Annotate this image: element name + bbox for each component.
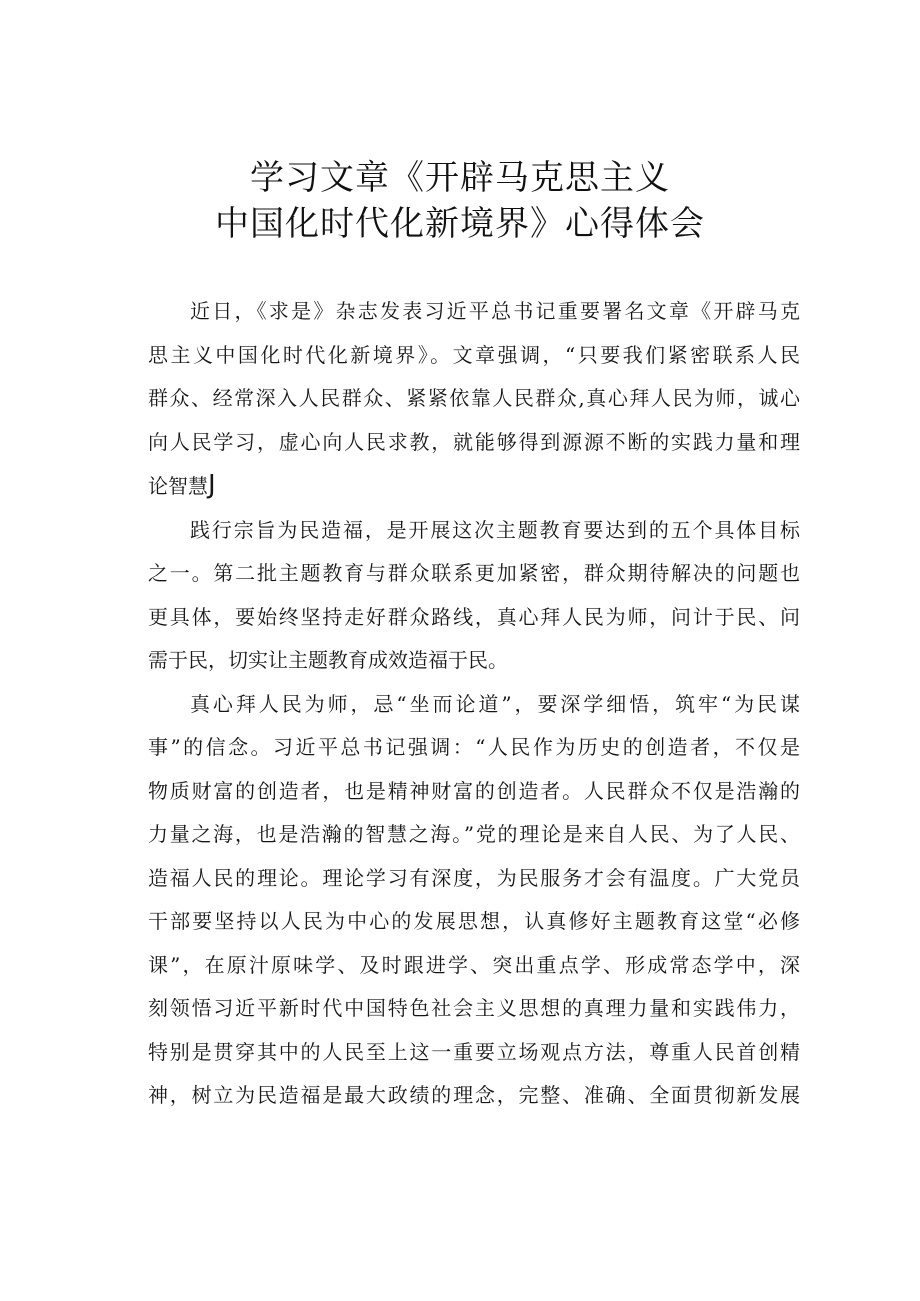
paragraph-line: 造福人民的理论。理论学习有深度，为民服务才会有温度。广大党员 bbox=[148, 865, 800, 890]
paragraph-line: 刻领悟习近平新时代中国特色社会主义思想的真理力量和实践伟力， bbox=[148, 996, 800, 1020]
paragraph-line: 论智慧 bbox=[148, 474, 208, 498]
paragraph-1 bbox=[148, 290, 808, 509]
paragraph-line-end bbox=[148, 464, 800, 509]
paragraph-line: 思主义中国化时代化新境界》。文章强调，“只要我们紧密联系人民 bbox=[148, 342, 800, 367]
paragraph-line: 课”，在原汁原味学、及时跟进学、突出重点学、形成常态学中，深 bbox=[148, 952, 800, 977]
paragraph-line: 践行宗旨为民造福，是开展这次主题教育要达到的五个具体目标 bbox=[190, 517, 800, 542]
paragraph-line: 近日，《求是》杂志发表习近平总书记重要署名文章《开辟马克 bbox=[190, 299, 800, 323]
title-line-1: 学习文章《开辟马克思主义 bbox=[250, 158, 670, 198]
paragraph-line: 物质财富的创造者，也是精神财富的创造者。人民群众不仅是浩瀚的 bbox=[148, 778, 800, 803]
paragraph-line: 群众、经常深入人民群众、紧紧依靠人民群众,真心拜人民为师，诚心 bbox=[148, 386, 800, 410]
paragraph-line: 力量之海，也是浩瀚的智慧之海。”党的理论是来自人民、为了人民、 bbox=[148, 822, 800, 846]
paragraph-line: 事”的信念。习近平总书记强调：“人民作为历史的创造者，不仅是 bbox=[148, 735, 800, 759]
document-body bbox=[148, 290, 808, 1118]
tail-mark: J bbox=[208, 470, 216, 500]
paragraph-line: 神，树立为民造福是最大政绩的理念，完整、准确、全面贯彻新发展 bbox=[148, 1083, 800, 1107]
paragraph-line: 需于民，切实让主题教育成效造福于民。 bbox=[148, 648, 508, 672]
paragraph-2 bbox=[148, 509, 808, 683]
paragraph-line: 特别是贯穿其中的人民至上这一重要立场观点方法，尊重人民首创精 bbox=[148, 1039, 800, 1064]
paragraph-line: 之一。第二批主题教育与群众联系更加紧密，群众期待解决的问题也 bbox=[148, 561, 800, 585]
paragraph-line: 更具体，要始终坚持走好群众路线，真心拜人民为师，问计于民、问 bbox=[148, 604, 800, 629]
title-line-2: 中国化时代化新境界》心得体会 bbox=[215, 204, 705, 244]
paragraph-3 bbox=[148, 683, 808, 1118]
paragraph-line: 向人民学习，虚心向人民求教，就能够得到源源不断的实践力量和理 bbox=[148, 429, 800, 454]
paragraph-line: 真心拜人民为师，忌“坐而论道”，要深学细悟，筑牢“为民谋 bbox=[190, 691, 800, 716]
paragraph-line: 干部要坚持以人民为中心的发展思想，认真修好主题教育这堂“必修 bbox=[148, 909, 800, 933]
